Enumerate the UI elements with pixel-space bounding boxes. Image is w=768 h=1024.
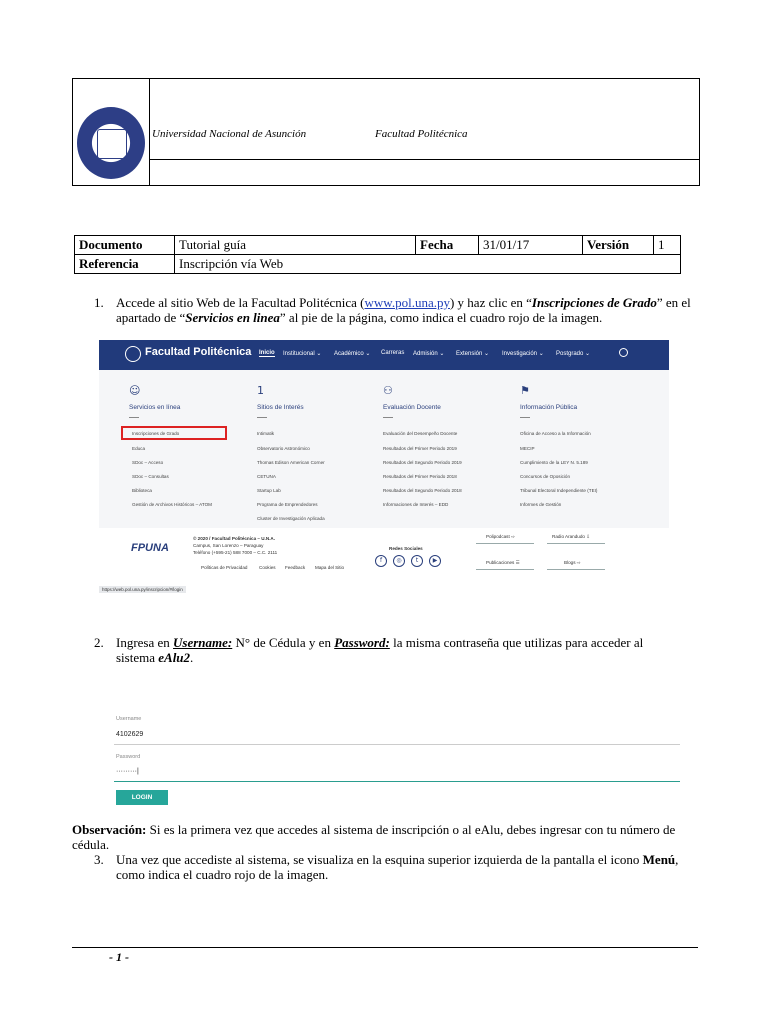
fpuna-logo: FPUNA: [131, 542, 169, 554]
link-startup-lab[interactable]: Startup Lab: [257, 488, 281, 493]
footer-divider: [72, 947, 698, 948]
link-res-2-2018[interactable]: Resultados del Segundo Periodo 2018: [383, 488, 462, 493]
link-sdoc-consultas[interactable]: SDoc – Consultas: [132, 474, 169, 479]
link-res-1-2019[interactable]: Resultados del Primer Periodo 2019: [383, 446, 457, 451]
login-button[interactable]: LOGIN: [116, 790, 168, 805]
link-atom[interactable]: Gestión de Archivos Históricos – ATOM: [132, 502, 212, 507]
link-evaluacion[interactable]: Evaluación del Desempeño Docente: [383, 431, 458, 436]
version-label: Versión: [583, 236, 654, 255]
link-emprendedores[interactable]: Programa de Emprendedores: [257, 502, 318, 507]
username-label: Username: [116, 716, 142, 722]
campus: Campus, San Lorenzo – Paraguay: [193, 543, 264, 548]
password-field[interactable]: ·········|: [116, 768, 139, 775]
status-url: https://web.pol.una.py/inscripcion/#/login: [99, 586, 186, 593]
col-public-info-title: Información Pública: [520, 404, 578, 411]
link-ley-5189[interactable]: Cumplimiento de la LEY N. 5.189: [520, 460, 588, 465]
link-tei[interactable]: Tribunal Electoral Independiente (TEI): [520, 488, 598, 493]
link-sdoc-acceso[interactable]: SDoc – Acceso: [132, 460, 164, 465]
link-cookies[interactable]: Cookies: [259, 565, 276, 570]
link-res-1-2018[interactable]: Resultados del Primer Periodo 2018: [383, 474, 457, 479]
youtube-icon[interactable]: ▶: [429, 555, 441, 567]
site-brand: Facultad Politécnica: [145, 346, 252, 358]
step1-text: Accede al sitio Web de la Facultad Politécnica (www.pol.una.py) y haz clic en “Inscripciones de Grado” en el apartado de “Servicios en linea” al pie de la página, como indica el cuadro rojo de la imagen.: [116, 295, 691, 325]
nav-extension[interactable]: Extensión ⌄: [456, 351, 490, 357]
copyright: © 2020 / Facultad Politécnica – U.N.A.: [193, 536, 276, 541]
services-icon: ☺: [129, 384, 141, 397]
nav-carreras[interactable]: Carreras: [381, 350, 405, 356]
step1-number: 1.: [94, 295, 104, 310]
link-feedback[interactable]: Feedback: [285, 565, 306, 570]
version-value: 1: [654, 236, 681, 255]
step2-text: Ingresa en Username: N° de Cédula y en Password: la misma contraseña que utilizas para acceder al sistema eAlu2.: [116, 635, 644, 665]
link-privacy[interactable]: Políticas de Privacidad: [201, 565, 248, 570]
phone: Teléfono (+595-21) 588 7000 – C.C. 2111: [193, 550, 278, 555]
nav-academico[interactable]: Académico ⌄: [334, 351, 371, 357]
step3-number: 3.: [94, 852, 104, 867]
megaphone-icon: ⚑: [520, 384, 530, 397]
ref-value: Inscripción vía Web: [175, 255, 681, 274]
observation-note: Observación: Si es la primera vez que accedes al sistema de inscripción o al eAlu, debes ingresar con tu número de cédula.: [72, 822, 676, 852]
link-cluster[interactable]: Cluster de Investigación Aplicada: [257, 516, 325, 521]
link-res-2-2019[interactable]: Resultados del Segundo Periodo 2019: [383, 460, 462, 465]
link-edd[interactable]: Informaciones de Interés – EDD: [383, 502, 449, 507]
facebook-icon[interactable]: f: [375, 555, 387, 567]
site-navbar: [99, 340, 669, 370]
login-screenshot: [110, 711, 680, 811]
link-observatorio[interactable]: Observatorio Astronómico: [257, 446, 310, 451]
blogs-button[interactable]: Blogs ⇨: [564, 560, 581, 565]
evaluation-icon: ⚇: [383, 384, 393, 397]
search-icon[interactable]: [619, 348, 628, 357]
username-field[interactable]: 4102629: [116, 731, 144, 738]
step3-text: Una vez que accediste al sistema, se visualiza en la esquina superior izquierda de la pantalla el icono Menú, como indica el cuadro rojo de la imagen.: [116, 852, 679, 882]
nav-investigacion[interactable]: Investigación ⌄: [502, 351, 544, 357]
link-concursos[interactable]: Concursos de Oposición: [520, 474, 571, 479]
social-title: Redes Sociales: [389, 546, 423, 551]
col-interest-title: Sitios de Interés: [257, 404, 304, 411]
university-name: Universidad Nacional de Asunción: [152, 128, 307, 140]
link-inscripciones-grado[interactable]: Inscripciones de Grado: [132, 431, 180, 436]
nav-admision[interactable]: Admisión ⌄: [413, 351, 445, 357]
step2-number: 2.: [94, 635, 104, 650]
link-american-corner[interactable]: Thomas Edison American Corner: [257, 460, 325, 465]
pol-website-link[interactable]: www.pol.una.py: [364, 295, 450, 310]
link-cetuna[interactable]: CETUNA: [257, 474, 276, 479]
link-mecip[interactable]: MECIP: [520, 446, 535, 451]
password-label: Password: [116, 754, 141, 760]
col-services-title: Servicios en línea: [129, 404, 181, 411]
link-oficina-acceso[interactable]: Oficina de Acceso a la Información: [520, 431, 591, 436]
doc-value: Tutorial guía: [175, 236, 416, 255]
date-label: Fecha: [416, 236, 479, 255]
faculty-logo-icon: [125, 346, 141, 362]
highlight-box: [121, 426, 227, 440]
instagram-icon[interactable]: ◎: [393, 555, 405, 567]
site-footer: [99, 528, 669, 594]
publicaciones-button[interactable]: Publicaciones ☰: [486, 560, 520, 565]
radio-button[interactable]: Radio Arandudo ⇩: [552, 534, 591, 539]
link-educa[interactable]: Educa: [132, 446, 146, 451]
link-sitemap[interactable]: Mapa del Sitio: [315, 565, 345, 570]
nav-inicio[interactable]: Inicio: [259, 350, 275, 356]
nav-institucional[interactable]: Institucional ⌄: [283, 351, 322, 357]
link-biblioteca[interactable]: Biblioteca: [132, 488, 152, 493]
nav-postgrado[interactable]: Postgrado ⌄: [556, 351, 591, 357]
polipodcast-button[interactable]: Polipodcast ⇨: [486, 534, 515, 539]
link-intimatik[interactable]: Intimatik: [257, 431, 275, 436]
document-meta-table: [74, 235, 681, 274]
faculty-name: Facultad Politécnica: [375, 128, 468, 140]
twitter-icon[interactable]: t: [411, 555, 423, 567]
university-seal-icon: [77, 107, 145, 179]
doc-label: Documento: [75, 236, 175, 255]
interest-icon: 1: [257, 384, 264, 397]
website-screenshot: [99, 340, 669, 594]
link-informes[interactable]: Informes de Gestión: [520, 502, 562, 507]
page-number: - 1 -: [109, 950, 129, 964]
ref-label: Referencia: [75, 255, 175, 274]
document-header: [72, 78, 700, 186]
col-evaluation-title: Evaluación Docente: [383, 404, 441, 411]
date-value: 31/01/17: [479, 236, 583, 255]
